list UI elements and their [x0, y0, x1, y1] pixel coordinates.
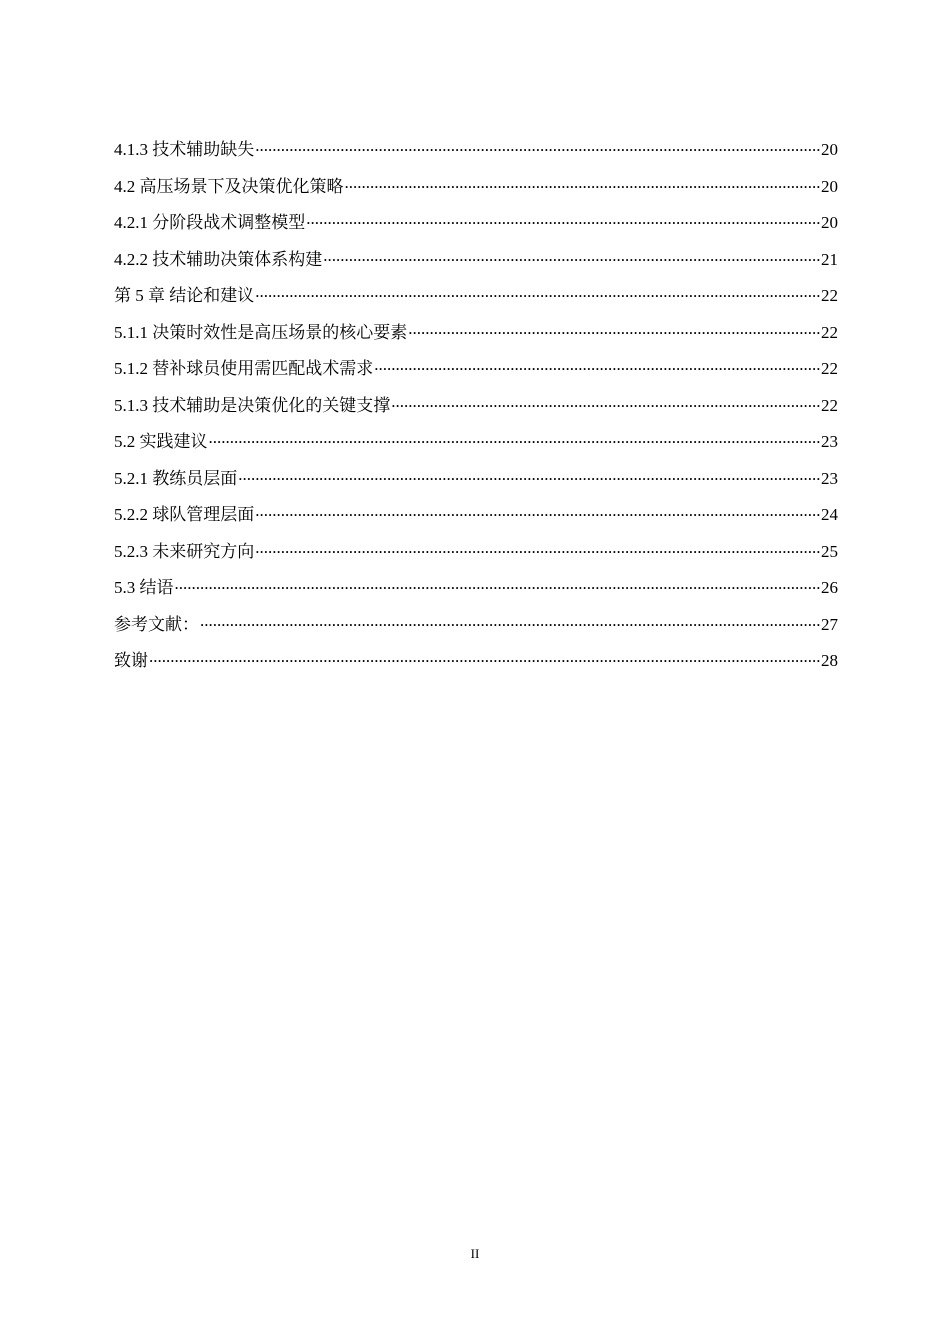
toc-entry-page: 25	[821, 541, 838, 561]
toc-entry-title: 致谢	[114, 651, 148, 670]
toc-entry-title: 5.1.1 决策时效性是高压场景的核心要素	[114, 322, 408, 342]
toc-entry[interactable]	[114, 540, 838, 577]
toc-entry-title: 5.1.2 替补球员使用需匹配战术需求	[114, 359, 374, 378]
toc-entry-page: 22	[821, 395, 838, 415]
toc-entry-title: 参考文献：	[114, 614, 199, 634]
toc-leader-dots	[209, 430, 821, 447]
toc-entry[interactable]	[114, 613, 838, 650]
toc-entry-title: 5.2.2 球队管理层面	[114, 505, 255, 524]
toc-entry[interactable]	[114, 357, 838, 394]
toc-entry-title: 5.2.3 未来研究方向	[114, 541, 255, 561]
toc-entry[interactable]	[114, 248, 838, 285]
toc-entry[interactable]	[114, 211, 838, 248]
toc-entry[interactable]	[114, 430, 838, 467]
toc-leader-dots	[374, 357, 820, 374]
toc-entry-page: 20	[821, 140, 838, 159]
toc-entry-title: 5.2 实践建议	[114, 432, 208, 451]
toc-leader-dots	[323, 248, 820, 265]
table-of-contents	[114, 138, 838, 686]
toc-entry-title: 4.1.3 技术辅助缺失	[114, 140, 255, 159]
toc-entry-page: 23	[821, 432, 838, 451]
toc-entry-page: 20	[821, 213, 838, 232]
toc-entry-page: 26	[821, 578, 838, 597]
toc-entry[interactable]	[114, 138, 838, 175]
toc-entry-page: 27	[821, 614, 838, 634]
toc-entry-title: 5.2.1 教练员层面	[114, 468, 238, 488]
toc-leader-dots	[345, 175, 821, 192]
toc-entry-title: 5.1.3 技术辅助是决策优化的关键支撑	[114, 395, 391, 415]
toc-entry[interactable]	[114, 649, 838, 686]
toc-leader-dots	[149, 649, 820, 666]
toc-entry-page: 24	[821, 505, 838, 524]
toc-entry[interactable]	[114, 503, 838, 540]
toc-entry[interactable]	[114, 467, 838, 504]
toc-entry-page: 28	[821, 651, 838, 670]
toc-leader-dots	[255, 284, 820, 301]
toc-leader-dots	[391, 394, 820, 411]
toc-entry[interactable]	[114, 284, 838, 321]
toc-leader-dots	[255, 138, 820, 155]
toc-entry-page: 20	[821, 176, 838, 196]
toc-leader-dots	[238, 467, 820, 484]
toc-leader-dots	[175, 576, 821, 593]
toc-entry-page: 21	[821, 249, 838, 269]
toc-entry[interactable]	[114, 576, 838, 613]
toc-entry-page: 22	[821, 286, 838, 305]
toc-entry-title: 4.2.2 技术辅助决策体系构建	[114, 249, 323, 269]
toc-entry-title: 5.3 结语	[114, 578, 174, 597]
toc-leader-dots	[255, 540, 820, 557]
toc-leader-dots	[408, 321, 820, 338]
toc-entry-title: 4.2 高压场景下及决策优化策略	[114, 176, 344, 196]
toc-entry-title: 第 5 章 结论和建议	[114, 286, 255, 305]
toc-entry-page: 23	[821, 468, 838, 488]
toc-entry[interactable]	[114, 394, 838, 431]
toc-leader-dots	[255, 503, 820, 520]
page-number: II	[470, 1246, 480, 1261]
toc-entry-title: 4.2.1 分阶段战术调整模型	[114, 213, 306, 232]
toc-entry-page: 22	[821, 322, 838, 342]
toc-entry-page: 22	[821, 359, 838, 378]
toc-entry[interactable]	[114, 175, 838, 212]
toc-entry[interactable]	[114, 321, 838, 358]
toc-leader-dots	[306, 211, 820, 228]
toc-leader-dots	[200, 613, 820, 630]
